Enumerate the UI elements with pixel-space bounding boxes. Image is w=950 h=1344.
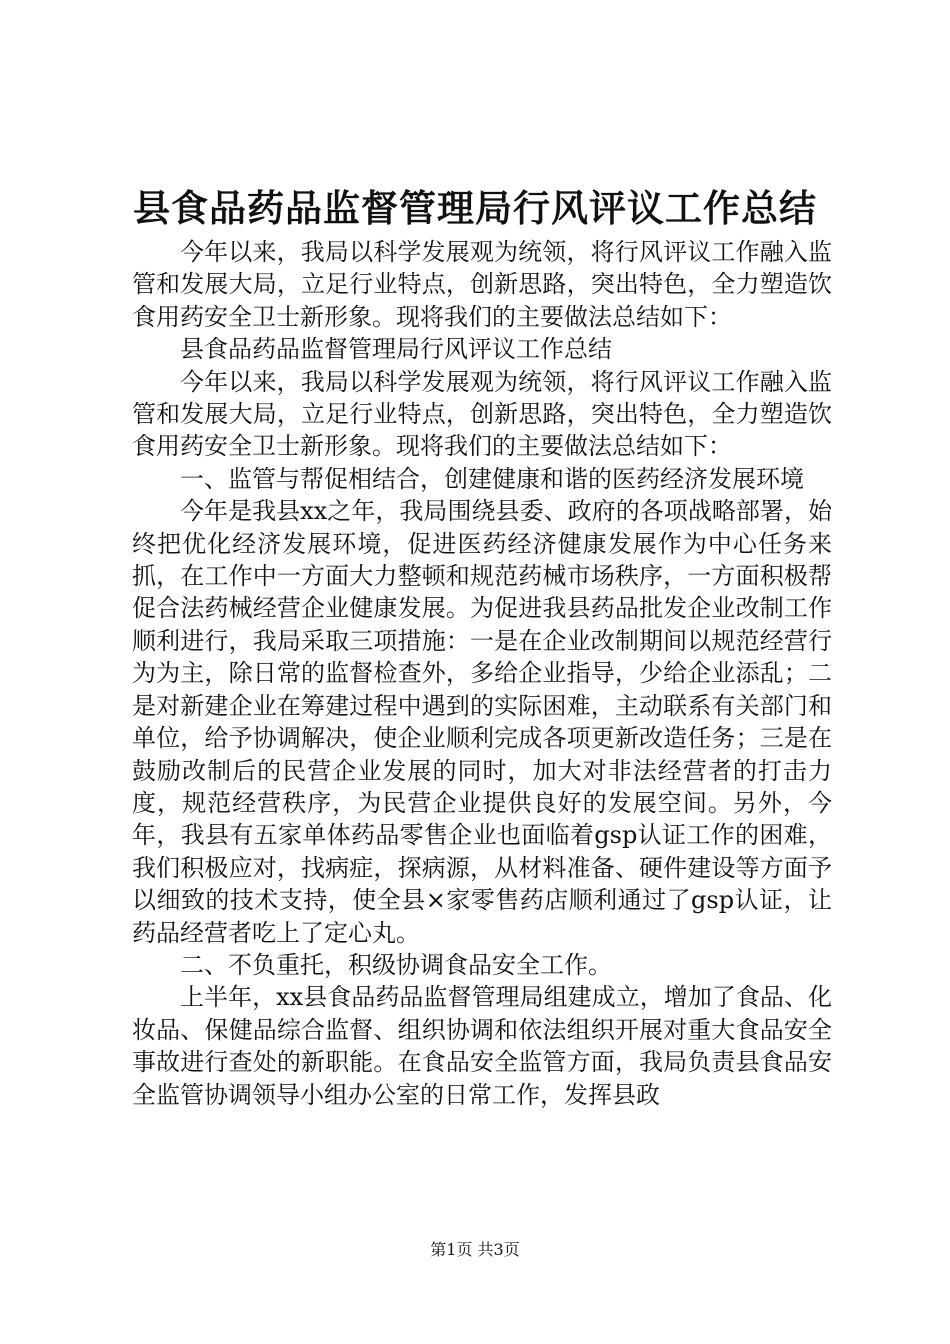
- document-body: [132, 236, 832, 1111]
- paragraph-intro: 今年以来，我局以科学发展观为统领，将行风评议工作融入监管和发展大局，立足行业特点，创新思路，突出特色，全力塑造饮食用药安全卫士新形象。现将我们的主要做法总结如下：: [132, 238, 832, 331]
- paragraph-intro-repeat: 今年以来，我局以科学发展观为统领，将行风评议工作融入监管和发展大局，立足行业特点，创新思路，突出特色，全力塑造饮食用药安全卫士新形象。现将我们的主要做法总结如下：: [132, 367, 832, 461]
- paragraph-repeated-title: 县食品药品监督管理局行风评议工作总结: [180, 335, 612, 364]
- document-title: 县食品药品监督管理局行风评议工作总结: [133, 186, 817, 230]
- page-footer: 第1页 共3页: [430, 1240, 520, 1259]
- section-heading-1: 一、监管与帮促相结合，创建健康和谐的医药经济发展环境: [180, 464, 804, 493]
- section-heading-2: 二、不负重托，积级协调食品安全工作。: [180, 950, 612, 979]
- paragraph-section-2: 上半年，xx县食品药品监督管理局组建成立，增加了食品、化妆品、保健品综合监督、组织协调和依法组织开展对重大食品安全事故进行查处的新职能。在食品安全监管方面，我局负责县食品安全监管协调领导小组办公室的日常工作，发挥县政: [132, 983, 832, 1109]
- paragraph-section-1: 今年是我县xx之年，我局围绕县委、政府的各项战略部署，始终把优化经济发展环境，促进医药经济健康发展作为中心任务来抓，在工作中一方面大力整顿和规范药械市场秩序，一方面积极帮促合法药械经营企业健康发展。为促进我县药品批发企业改制工作顺利进行，我局采取三项措施：一是在企业改制期间以规范经营行为为主，除日常的监督检查外，多给企业指导，少给企业添乱；二是对新建企业在筹建过程中遇到的实际困难，主动联系有关部门和单位，给予协调解决，使企业顺利完成各项更新改造任务；三是在鼓励改制后的民营企业发展的同时，加大对非法经营者的打击力度，规范经营秩序，为民营企业提供良好的发展空间。另外，今年，我县有五家单体药品零售企业也面临着gsp认证工作的困难，我们积极应对，找病症，探病源，从材料准备、硬件建设等方面予以细致的技术支持，使全县×家零售药店顺利通过了gsp认证，让药品经营者吃上了定心丸。: [132, 497, 832, 947]
